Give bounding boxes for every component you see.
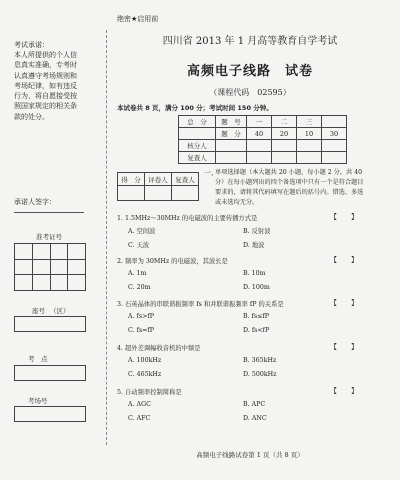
points-label: 题 分 bbox=[216, 128, 247, 140]
option[interactable]: D. 地波 bbox=[243, 242, 265, 249]
room-no-box[interactable] bbox=[14, 406, 86, 422]
secret-label: 绝密★启用前 bbox=[117, 15, 159, 23]
option[interactable]: D. 100m bbox=[243, 284, 270, 291]
section-number: 一、 bbox=[204, 169, 218, 177]
option[interactable]: A. 1m bbox=[128, 270, 147, 277]
question-stem: 4. 超外差调幅收音机的中频是 bbox=[117, 345, 201, 352]
notes-title: 考试承诺： bbox=[14, 41, 49, 49]
exam-title: 四川省 2013 年 1 月高等教育自学考试 bbox=[162, 36, 338, 47]
exam-notice: 本试卷共 8 页，满分 100 分；考试时间 150 分钟。 bbox=[117, 104, 273, 112]
col-2: 二 bbox=[272, 116, 297, 128]
section-description: 单项选择题（本大题共 20 小题，每小题 2 分，共 40 分）在每小题列出的四个备选项中只有一个是符合题目要求的，请将其代码填写在题后的括号内。错选、多选或未选均无分。 bbox=[215, 169, 364, 206]
option[interactable]: A. AGC bbox=[128, 401, 151, 408]
col-4 bbox=[322, 116, 347, 128]
verifier-cell[interactable] bbox=[216, 140, 247, 152]
score-cell[interactable] bbox=[247, 140, 272, 152]
option[interactable]: A. fs>fP bbox=[128, 313, 154, 320]
notes-text: 本人所提供的个人信息真实准确，专考时认真遵守考场规则和考场纪律，如有违反行为，将自愿接受按照国家规定的相关条款的处分。 bbox=[14, 51, 77, 121]
option[interactable]: D. ANC bbox=[243, 415, 267, 422]
col-1: 一 bbox=[247, 116, 272, 128]
score-cell[interactable] bbox=[322, 140, 347, 152]
option[interactable]: A. 空间波 bbox=[128, 228, 156, 235]
points-3: 10 bbox=[297, 128, 322, 140]
question-stem: 2. 频率为 30MHz 的电磁波，其波长是 bbox=[117, 258, 228, 265]
score-cell[interactable] bbox=[272, 140, 297, 152]
answer-bracket[interactable]: 【 】 bbox=[330, 256, 358, 264]
reviewer-cell[interactable] bbox=[216, 152, 247, 164]
score-table bbox=[178, 115, 347, 164]
option[interactable]: D. 500kHz bbox=[243, 371, 277, 378]
room-label: 考 点 bbox=[28, 355, 48, 363]
option[interactable]: B. 反射波 bbox=[243, 228, 271, 235]
seat-label: 座号 bbox=[32, 307, 45, 315]
option[interactable]: C. 天波 bbox=[128, 242, 150, 249]
seat-box[interactable] bbox=[14, 316, 86, 332]
sign-line[interactable] bbox=[14, 212, 84, 213]
answer-bracket[interactable]: 【 】 bbox=[330, 213, 358, 221]
score-cell[interactable] bbox=[297, 152, 322, 164]
option[interactable]: C. 20m bbox=[128, 284, 151, 291]
answer-bracket[interactable]: 【 】 bbox=[330, 299, 358, 307]
answer-bracket[interactable]: 【 】 bbox=[330, 343, 358, 351]
rechecker-label: 复查人 bbox=[172, 173, 199, 186]
grader-input[interactable] bbox=[145, 186, 172, 201]
seat-paren: （区） bbox=[50, 307, 70, 315]
score-cell[interactable] bbox=[272, 152, 297, 164]
question-stem: 1. 1.5MHz～30MHz 的电磁波的主要传播方式是 bbox=[117, 215, 258, 222]
total-score-cell[interactable] bbox=[179, 128, 216, 140]
exam-no-label: 准考证号 bbox=[36, 233, 62, 241]
score-cell[interactable] bbox=[247, 152, 272, 164]
verifier-label: 核分人 bbox=[179, 140, 216, 152]
col-3: 三 bbox=[297, 116, 322, 128]
score-input[interactable] bbox=[118, 186, 145, 201]
sign-label: 承诺人签字： bbox=[14, 198, 56, 206]
points-2: 20 bbox=[272, 128, 297, 140]
option[interactable]: B. 10m bbox=[243, 270, 266, 277]
option[interactable]: C. fs=fP bbox=[128, 327, 155, 334]
option[interactable]: C. AFC bbox=[128, 415, 151, 422]
answer-bracket[interactable]: 【 】 bbox=[330, 387, 358, 395]
score-cell[interactable] bbox=[322, 152, 347, 164]
option[interactable]: B. APC bbox=[243, 401, 266, 408]
option[interactable]: C. 465kHz bbox=[128, 371, 162, 378]
grader-label: 评卷人 bbox=[145, 173, 172, 186]
total-score-header: 总 分 bbox=[179, 116, 216, 128]
course-code: （课程代码 02595） bbox=[209, 88, 291, 97]
room-box[interactable] bbox=[14, 365, 86, 381]
page-footer: 高频电子线路试卷第 1 页（共 8 页） bbox=[196, 451, 304, 459]
score-cell[interactable] bbox=[297, 140, 322, 152]
option[interactable]: D. fs<fP bbox=[243, 327, 270, 334]
score-label: 得 分 bbox=[118, 173, 145, 186]
question-stem: 3. 石英晶体的串联谐振频率 fs 和并联谐振频率 fP 的关系是 bbox=[117, 301, 284, 308]
question-stem: 5. 自动频率控制简称是 bbox=[117, 389, 182, 396]
rechecker-input[interactable] bbox=[172, 186, 199, 201]
reviewer-label: 复查人 bbox=[179, 152, 216, 164]
room-no-label: 考场号 bbox=[28, 397, 48, 405]
subject-title: 高频电子线路 试卷 bbox=[186, 64, 313, 79]
points-4: 30 bbox=[322, 128, 347, 140]
scorer-box bbox=[117, 172, 199, 201]
question-no-header: 题 号 bbox=[216, 116, 247, 128]
exam-no-grid[interactable] bbox=[14, 243, 86, 291]
option[interactable]: A. 100kHz bbox=[128, 357, 162, 364]
option[interactable]: B. 365kHz bbox=[243, 357, 277, 364]
points-1: 40 bbox=[247, 128, 272, 140]
option[interactable]: B. fs≤fP bbox=[243, 313, 270, 320]
